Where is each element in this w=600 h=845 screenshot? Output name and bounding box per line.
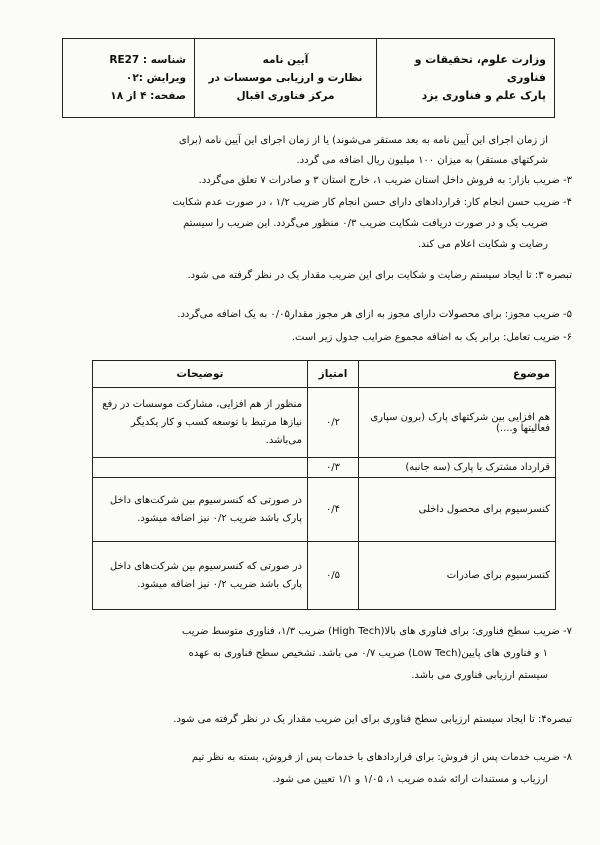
- column-header-score: امتیاز: [308, 361, 359, 388]
- row-description: منظور از هم افزایی، مشارکت موسسات در رفع نیازها مرتبط با توسعه کسب و کار یکدیگر می‌باشد.: [93, 388, 308, 458]
- note-4: تبصره۴: تا ایجاد سیستم ارزیابی سطح فناوری برای این ضریب مقدار یک در نظر گرفته می شود.: [173, 714, 572, 725]
- org-park: پارک علم و فناوری یزد: [421, 89, 546, 102]
- row-score: ۰/۳: [308, 458, 359, 478]
- item-tech-level-line-1: ۷- ضریب سطح فناوری: برای فناوری های بالا(High Tech) ضریب ۱/۳، فناوری متوسط ضریب: [181, 626, 572, 637]
- table-row: [93, 542, 556, 610]
- item-after-sales-line-2: ارزیاب و مستندات ارائه شده ضریب ۱، ۱/۰۵ و ۱/۱ تعیین می شود.: [272, 774, 548, 785]
- item-license-coefficient: ۵- ضریب مجوز: برای محصولات دارای مجوز به ازای هر مجوز مقدار۰/۰۵ به یک اضافه می‌گردد.: [177, 309, 572, 320]
- intro-line-1: از زمان اجرای این آیین نامه به بعد مستقر می‌شوند) یا از زمان اجرای این آیین نامه (برای: [178, 135, 548, 146]
- column-header-description: توضیحات: [93, 361, 308, 388]
- row-topic: کنسرسیوم برای صادرات: [359, 542, 556, 610]
- item-tech-level-line-2: ۱ و فناوری های پایین(Low Tech) ضریب ۰/۷ می باشد. تشخیص سطح فناوری به عهده: [188, 648, 548, 659]
- header-organization: [376, 39, 554, 117]
- document-id: شناسه : RE27: [109, 54, 186, 66]
- table-row: [93, 388, 556, 458]
- row-topic: کنسرسیوم برای محصول داخلی: [359, 478, 556, 542]
- document-revision: ویرایش :۰۲: [125, 72, 186, 84]
- document-id-value: RE27: [109, 54, 140, 66]
- table-row: [93, 458, 556, 478]
- row-topic: هم افزایی بین شرکتهای پارک (برون سپاری فعالیتها و....): [359, 388, 556, 458]
- row-score: ۰/۴: [308, 478, 359, 542]
- intro-line-2: شرکتهای مستقر) به میزان ۱۰۰ میلیون ریال اضافه می گردد.: [296, 155, 548, 166]
- title-line-3: مرکز فناوری اقبال: [236, 90, 335, 102]
- item-performance-line-3: رضایت و شکایت اعلام می کند.: [417, 239, 548, 250]
- title-line-2: نظارت و ارزیابی موسسات در: [208, 72, 363, 84]
- row-topic: قرارداد مشترک با پارک (سه جانبه): [359, 458, 556, 478]
- row-description: در صورتی که کنسرسیوم بین شرکت‌های داخل پارک باشد ضریب ۰/۲ نیز اضافه میشود.: [93, 478, 308, 542]
- row-score: ۰/۲: [308, 388, 359, 458]
- title-line-1: آیین نامه: [262, 54, 309, 66]
- table-header-row: [93, 361, 556, 388]
- row-description: در صورتی که کنسرسیوم بین شرکت‌های داخل پارک باشد ضریب ۰/۲ نیز اضافه میشود.: [93, 542, 308, 610]
- item-tech-level-line-3: سیستم ارزیابی فناوری می باشد.: [411, 670, 548, 681]
- table-row: [93, 478, 556, 542]
- page-number: صفحه: ۴ از ۱۸: [110, 90, 186, 102]
- note-3: تبصره ۳: تا ایجاد سیستم رضایت و شکایت برای این ضریب مقدار یک در نظر گرفته می شود.: [187, 270, 572, 281]
- item-after-sales-line-1: ۸- ضریب خدمات پس از فروش: برای قراردادهای با خدمات پس از فروش، بسته به نظر تیم: [191, 752, 572, 763]
- document-header: [62, 38, 555, 118]
- header-meta: [63, 39, 194, 117]
- item-performance-line-2: ضریب یک و در صورت دریافت شکایت ضریب ۰/۳ منظور می‌گردد. این ضریب را سیستم: [183, 218, 548, 229]
- org-ministry: وزارت علوم، تحقیقات و فناوری: [414, 53, 546, 84]
- column-header-topic: موضوع: [359, 361, 556, 388]
- header-title: [194, 39, 376, 117]
- row-score: ۰/۵: [308, 542, 359, 610]
- item-market-coefficient: ۳- ضریب بازار: به فروش داخل استان ضریب ۱، خارج استان ۳ و صادرات ۷ تعلق می‌گردد.: [198, 175, 572, 186]
- interaction-score-table: [92, 360, 556, 610]
- item-interaction-coefficient: ۶- ضریب تعامل: برابر یک به اضافه مجموع ضرایب جدول زیر است.: [291, 332, 572, 343]
- item-performance-line-1: ۴- ضریب حسن انجام کار: قراردادهای دارای حسن انجام کار ضریب ۱/۲ ، در صورت عدم شکایت: [172, 197, 572, 208]
- row-description: [93, 458, 308, 478]
